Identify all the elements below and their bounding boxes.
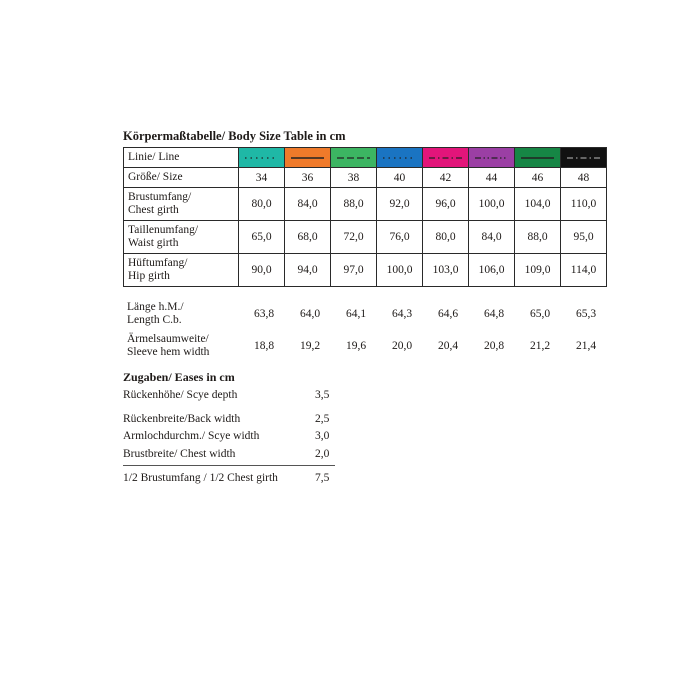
- table-cell: 109,0: [515, 254, 561, 287]
- ease-item: [123, 389, 330, 401]
- table-cell: 64,3: [391, 308, 413, 320]
- table-cell: 76,0: [377, 221, 423, 254]
- line-swatch: [377, 148, 423, 168]
- table-cell: 19,6: [345, 340, 367, 352]
- table-cell: 97,0: [331, 254, 377, 287]
- table-cell: 68,0: [285, 221, 331, 254]
- ease-label: Rückenhöhe/ Scye depth: [123, 389, 238, 401]
- extra-measures-table: [123, 298, 609, 362]
- ease-item-total: [123, 472, 330, 484]
- size-row-label: Größe/ Size: [124, 168, 239, 188]
- table-cell: 84,0: [285, 188, 331, 221]
- table-cell: 64,0: [299, 308, 321, 320]
- chest-girth-row: [124, 188, 607, 221]
- table-cell: 21,2: [529, 340, 551, 352]
- body-size-table: [123, 147, 607, 287]
- size-cell: 48: [561, 168, 607, 188]
- table-cell: 65,3: [575, 308, 597, 320]
- waist-girth-row: [124, 221, 607, 254]
- ease-value: 2,0: [315, 448, 330, 460]
- row-label: Taillenumfang/ Waist girth: [124, 221, 239, 254]
- table-cell: 84,0: [469, 221, 515, 254]
- table-cell: 106,0: [469, 254, 515, 287]
- line-swatch: [331, 148, 377, 168]
- table-cell: 92,0: [377, 188, 423, 221]
- line-swatch: [239, 148, 285, 168]
- table-cell: 90,0: [239, 254, 285, 287]
- ease-value: 3,5: [315, 389, 330, 401]
- size-cell: 36: [285, 168, 331, 188]
- row-label: Hüftumfang/ Hip girth: [124, 254, 239, 287]
- table-cell: 88,0: [331, 188, 377, 221]
- table-cell: 65,0: [239, 221, 285, 254]
- ease-label: 1/2 Brustumfang / 1/2 Chest girth: [123, 472, 278, 484]
- size-cell: 44: [469, 168, 515, 188]
- size-cell: 38: [331, 168, 377, 188]
- table-cell: 64,8: [483, 308, 505, 320]
- size-cell: 46: [515, 168, 561, 188]
- table-cell: 72,0: [331, 221, 377, 254]
- line-row-label: Linie/ Line: [124, 148, 239, 168]
- ease-value: 2,5: [315, 413, 330, 425]
- ease-value: 7,5: [315, 472, 330, 484]
- table-cell: 104,0: [515, 188, 561, 221]
- length-cb-row: [123, 298, 609, 330]
- ease-item: [123, 430, 330, 442]
- table-cell: 80,0: [239, 188, 285, 221]
- line-swatch: [515, 148, 561, 168]
- table-cell: 88,0: [515, 221, 561, 254]
- table-cell: 110,0: [561, 188, 607, 221]
- line-swatch: [423, 148, 469, 168]
- table-cell: 95,0: [561, 221, 607, 254]
- size-cell: 34: [239, 168, 285, 188]
- row-label: Ärmelsaumweite/ Sleeve hem width: [127, 333, 210, 358]
- table-cell: 103,0: [423, 254, 469, 287]
- table-cell: 96,0: [423, 188, 469, 221]
- row-label: Länge h.M./ Length C.b.: [127, 301, 184, 326]
- table-cell: 63,8: [253, 308, 275, 320]
- table-cell: 100,0: [469, 188, 515, 221]
- ease-item: [123, 413, 330, 425]
- ease-label: Brustbreite/ Chest width: [123, 448, 236, 460]
- table-cell: 64,6: [437, 308, 459, 320]
- table-cell: 19,2: [299, 340, 321, 352]
- size-cell: 42: [423, 168, 469, 188]
- eases-title: Zugaben/ Eases in cm: [123, 370, 235, 384]
- size-row: [124, 168, 607, 188]
- table-cell: 20,4: [437, 340, 459, 352]
- ease-item: [123, 448, 330, 460]
- ease-value: 3,0: [315, 430, 330, 442]
- table-cell: 64,1: [345, 308, 367, 320]
- ease-label: Armlochdurchm./ Scye width: [123, 430, 260, 442]
- table-cell: 20,8: [483, 340, 505, 352]
- table-cell: 114,0: [561, 254, 607, 287]
- table-cell: 100,0: [377, 254, 423, 287]
- line-row: [124, 148, 607, 168]
- divider: [123, 465, 335, 466]
- table-cell: 20,0: [391, 340, 413, 352]
- line-swatch: [561, 148, 607, 168]
- ease-label: Rückenbreite/Back width: [123, 413, 241, 425]
- table-cell: 65,0: [529, 308, 551, 320]
- table-cell: 21,4: [575, 340, 597, 352]
- table-title: Körpermaßtabelle/ Body Size Table in cm: [123, 129, 346, 143]
- table-cell: 80,0: [423, 221, 469, 254]
- line-swatch: [285, 148, 331, 168]
- line-swatch: [469, 148, 515, 168]
- size-cell: 40: [377, 168, 423, 188]
- sleeve-hem-row: [123, 330, 609, 362]
- hip-girth-row: [124, 254, 607, 287]
- table-cell: 18,8: [253, 340, 275, 352]
- table-cell: 94,0: [285, 254, 331, 287]
- row-label: Brustumfang/ Chest girth: [124, 188, 239, 221]
